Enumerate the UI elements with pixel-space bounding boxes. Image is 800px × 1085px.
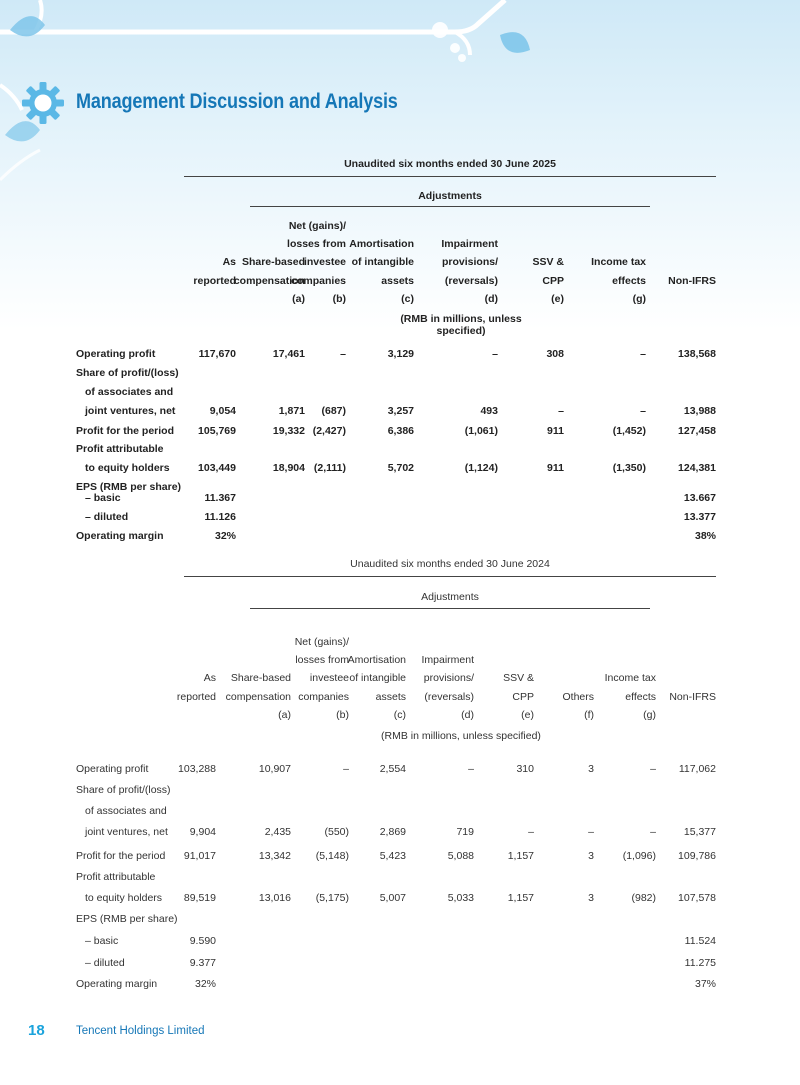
table-row — [76, 953, 716, 973]
column-header-code — [668, 290, 716, 308]
table-cell: 5,702 — [387, 462, 414, 474]
gear-icon — [20, 80, 66, 126]
table-row — [76, 931, 716, 951]
row-label: Operating profit — [76, 348, 156, 360]
table-cell: (1,061) — [464, 425, 498, 437]
table-cell: 13.667 — [683, 492, 716, 504]
column-header — [287, 217, 346, 308]
adjustments-heading: Adjustments — [418, 190, 482, 202]
table-cell: (1,452) — [612, 425, 646, 437]
table-cell: – — [640, 348, 646, 360]
table-row — [76, 759, 716, 779]
column-header-code: (e) — [521, 708, 534, 721]
column-header-line: Income tax — [604, 672, 656, 685]
column-header — [295, 633, 349, 724]
table-cell: 13.377 — [683, 511, 716, 523]
table-row — [76, 401, 716, 421]
row-label: Operating margin — [76, 530, 164, 542]
table-cell: – — [640, 405, 646, 417]
table-cell: 32% — [214, 530, 236, 542]
table-cell: 11.524 — [684, 935, 716, 947]
row-label: Operating profit — [76, 763, 149, 775]
table-cell: 3,257 — [387, 405, 414, 417]
column-header — [668, 272, 716, 308]
table-cell: – — [650, 763, 656, 775]
table-cell: – — [558, 405, 564, 417]
table-row — [76, 363, 716, 383]
row-label: EPS (RMB per share) — [76, 481, 182, 493]
row-label: – diluted — [85, 957, 125, 969]
table-row — [76, 382, 716, 402]
row-label: Share of profit/(loss) — [76, 367, 179, 379]
period-rule — [184, 576, 716, 577]
table-row — [76, 909, 716, 929]
column-header-line: SSV & — [503, 672, 534, 685]
row-label: Profit attributable — [76, 443, 164, 455]
table-cell: (2,427) — [312, 425, 346, 437]
adjustments-rule — [250, 206, 650, 207]
column-header-code: (d) — [484, 292, 498, 305]
column-header-line: companies — [291, 274, 346, 287]
table-cell: (1,350) — [612, 462, 646, 474]
table-cell: – — [528, 826, 534, 838]
column-header-line: investee — [309, 672, 349, 685]
row-label: to equity holders — [85, 462, 170, 474]
table-cell: 117,670 — [198, 348, 236, 360]
table-cell: 3,129 — [387, 348, 414, 360]
column-header — [441, 235, 498, 308]
table-cell: (5,148) — [315, 850, 349, 862]
table-cell: 15,377 — [683, 826, 716, 838]
table-row — [76, 867, 716, 887]
table-cell: – — [588, 826, 594, 838]
table-cell: 3 — [588, 763, 594, 775]
column-header — [532, 253, 564, 308]
page-title: Management Discussion and Analysis — [76, 90, 398, 113]
table-cell: 2,869 — [379, 826, 406, 838]
table-cell: 105,769 — [198, 425, 236, 437]
column-header-line: assets — [375, 690, 406, 703]
table-cell: (2,111) — [313, 462, 346, 474]
table-cell: – — [650, 826, 656, 838]
table-cell: 310 — [516, 763, 534, 775]
table-cell: 138,568 — [678, 348, 716, 360]
column-header-line: Impairment — [441, 238, 498, 251]
table-cell: 117,062 — [678, 763, 716, 775]
row-label: joint ventures, net — [85, 826, 168, 838]
column-header — [605, 669, 656, 724]
column-header-line: effects — [625, 690, 656, 703]
row-label: Profit for the period — [76, 850, 166, 862]
table-row — [76, 344, 716, 364]
table-cell: 1,871 — [278, 405, 305, 417]
table-cell: 9,904 — [189, 826, 216, 838]
table-cell: 89,519 — [183, 892, 216, 904]
table-cell: – — [492, 348, 498, 360]
column-header-line: Others — [562, 690, 594, 703]
table-row — [76, 421, 716, 441]
table-cell: 719 — [456, 826, 474, 838]
column-header-line: Income tax — [591, 256, 646, 269]
column-header-line: of intangible — [349, 672, 406, 685]
column-header-line: Non-IFRS — [669, 690, 716, 703]
column-header-line: Net (gains)/ — [294, 636, 349, 648]
table-cell: 13,988 — [683, 405, 716, 417]
table-row — [76, 822, 716, 842]
column-header-line: As — [222, 256, 236, 269]
row-label: Profit for the period — [76, 425, 174, 437]
table-cell: (982) — [631, 892, 656, 904]
row-label: Share of profit/(loss) — [76, 784, 171, 796]
table-cell: 911 — [547, 462, 564, 474]
table-row — [76, 458, 716, 478]
row-label: Profit attributable — [76, 871, 156, 883]
column-header-line: Share-based — [241, 256, 305, 269]
table-cell: 38% — [694, 530, 716, 542]
table-cell: – — [343, 763, 349, 775]
row-label: joint ventures, net — [85, 405, 176, 417]
table-cell: 127,458 — [678, 425, 716, 437]
period-heading: Unaudited six months ended 30 June 2024 — [350, 558, 550, 570]
column-header-code: (a) — [278, 708, 291, 721]
column-header-code — [193, 290, 236, 308]
table-cell: 493 — [480, 405, 498, 417]
table-cell: (687) — [321, 405, 346, 417]
table-cell: 9.377 — [189, 957, 216, 969]
table-row — [76, 801, 716, 821]
table-cell: (5,175) — [315, 892, 349, 904]
table-row — [76, 526, 716, 546]
column-header — [177, 669, 216, 724]
column-header-line: Net (gains)/ — [288, 220, 346, 232]
table-cell: 18,904 — [272, 462, 305, 474]
column-header-line: of intangible — [351, 256, 414, 269]
table-cell: 3 — [588, 850, 594, 862]
table-cell: 13,342 — [258, 850, 291, 862]
column-header-line: Amortisation — [349, 238, 414, 251]
table-row — [76, 488, 716, 508]
column-header — [226, 669, 291, 724]
period-rule — [184, 176, 716, 177]
row-label: of associates and — [85, 386, 174, 398]
column-header-line: As — [203, 672, 216, 685]
column-header-line: Non-IFRS — [668, 274, 716, 287]
column-header-line: SSV & — [532, 256, 564, 269]
adjustments-rule — [250, 608, 650, 609]
table-cell: (1,124) — [464, 462, 498, 474]
table-cell: 109,786 — [678, 850, 716, 862]
column-header — [421, 651, 474, 724]
table-cell: 37% — [694, 978, 716, 990]
table-cell: 5,088 — [447, 850, 474, 862]
table-cell: 32% — [194, 978, 216, 990]
table-cell: 103,288 — [178, 763, 216, 775]
table-row — [76, 439, 716, 459]
column-header-line: CPP — [512, 690, 534, 703]
unit-note: (RMB in millions, unless specified) — [381, 730, 541, 742]
table-cell: 11.275 — [684, 957, 716, 969]
row-label: EPS (RMB per share) — [76, 913, 178, 925]
company-name: Tencent Holdings Limited — [76, 1025, 205, 1037]
table-cell: 9.590 — [189, 935, 216, 947]
table-cell: 19,332 — [272, 425, 305, 437]
column-header-code: (b) — [336, 708, 349, 721]
column-header-code: (g) — [643, 708, 656, 721]
table-cell: 5,423 — [379, 850, 406, 862]
column-header-code: (g) — [632, 292, 646, 305]
column-header-line: Amortisation — [347, 654, 406, 667]
column-header — [591, 253, 646, 308]
column-header-line: compensation — [225, 690, 291, 703]
column-header-line: companies — [298, 690, 349, 703]
adjustments-heading: Adjustments — [421, 591, 479, 603]
non-ifrs-table-2025 — [76, 158, 716, 548]
table-cell: 107,578 — [678, 892, 716, 904]
column-header-code: (c) — [393, 708, 406, 721]
column-header-line: losses from — [295, 654, 349, 667]
non-ifrs-table-2024 — [76, 558, 716, 998]
column-header — [193, 253, 236, 308]
table-cell: 3 — [588, 892, 594, 904]
column-header-line: investee — [303, 256, 346, 269]
column-header-line: provisions/ — [441, 256, 498, 269]
column-header-code: (f) — [584, 708, 594, 721]
column-header-line: (reversals) — [444, 274, 498, 287]
table-cell: 9,054 — [209, 405, 236, 417]
table-cell: 2,554 — [379, 763, 406, 775]
column-header-line: CPP — [542, 274, 564, 287]
table-cell: – — [468, 763, 474, 775]
row-label: – diluted — [85, 511, 129, 523]
column-header-line: reported — [193, 274, 236, 287]
period-heading: Unaudited six months ended 30 June 2025 — [344, 158, 556, 170]
table-cell: 13,016 — [258, 892, 291, 904]
table-cell: 10,907 — [258, 763, 291, 775]
column-header-line: Share-based — [230, 672, 291, 685]
column-header-line: reported — [176, 690, 216, 703]
column-header-line: compensation — [233, 274, 305, 287]
row-label: – basic — [85, 492, 121, 504]
table-cell: 911 — [547, 425, 564, 437]
column-header-line: provisions/ — [423, 672, 474, 685]
column-header-code — [669, 706, 716, 724]
column-header-code: (d) — [461, 708, 474, 721]
page-number: 18 — [28, 1022, 45, 1039]
table-cell: 124,381 — [678, 462, 716, 474]
table-cell: 2,435 — [264, 826, 291, 838]
column-header — [348, 651, 406, 724]
table-row — [76, 846, 716, 866]
table-row — [76, 888, 716, 908]
column-header-line: assets — [381, 274, 414, 287]
table-cell: 17,461 — [272, 348, 305, 360]
table-cell: (550) — [324, 826, 349, 838]
column-header-line: Impairment — [421, 654, 474, 667]
row-label: to equity holders — [85, 892, 163, 904]
table-cell: 5,007 — [379, 892, 406, 904]
row-label: Operating margin — [76, 978, 158, 990]
column-header — [503, 669, 534, 724]
column-header — [562, 688, 594, 724]
unit-note: (RMB in millions, unless specified) — [400, 313, 522, 337]
table-cell: (1,096) — [622, 850, 656, 862]
table-cell: 91,017 — [183, 850, 216, 862]
row-label: – basic — [85, 935, 119, 947]
table-row — [76, 974, 716, 994]
column-header-code: (c) — [401, 292, 414, 305]
column-header-line: effects — [612, 274, 646, 287]
table-row — [76, 780, 716, 800]
column-header-code — [177, 706, 216, 724]
row-label: of associates and — [85, 805, 167, 817]
table-cell: 1,157 — [507, 850, 534, 862]
table-cell: 103,449 — [198, 462, 236, 474]
column-header-line: (reversals) — [424, 690, 474, 703]
column-header-line: losses from — [287, 238, 346, 251]
table-cell: – — [340, 348, 346, 360]
column-header — [349, 235, 414, 308]
column-header-code: (b) — [332, 292, 346, 305]
table-cell: 308 — [546, 348, 564, 360]
column-header-code: (e) — [551, 292, 564, 305]
column-header — [669, 688, 716, 724]
table-cell: 1,157 — [507, 892, 534, 904]
column-header-code: (a) — [292, 292, 305, 305]
table-cell: 6,386 — [387, 425, 414, 437]
table-cell: 5,033 — [447, 892, 474, 904]
table-cell: 11.367 — [204, 492, 236, 504]
table-row — [76, 507, 716, 527]
table-cell: 11.126 — [204, 511, 236, 523]
